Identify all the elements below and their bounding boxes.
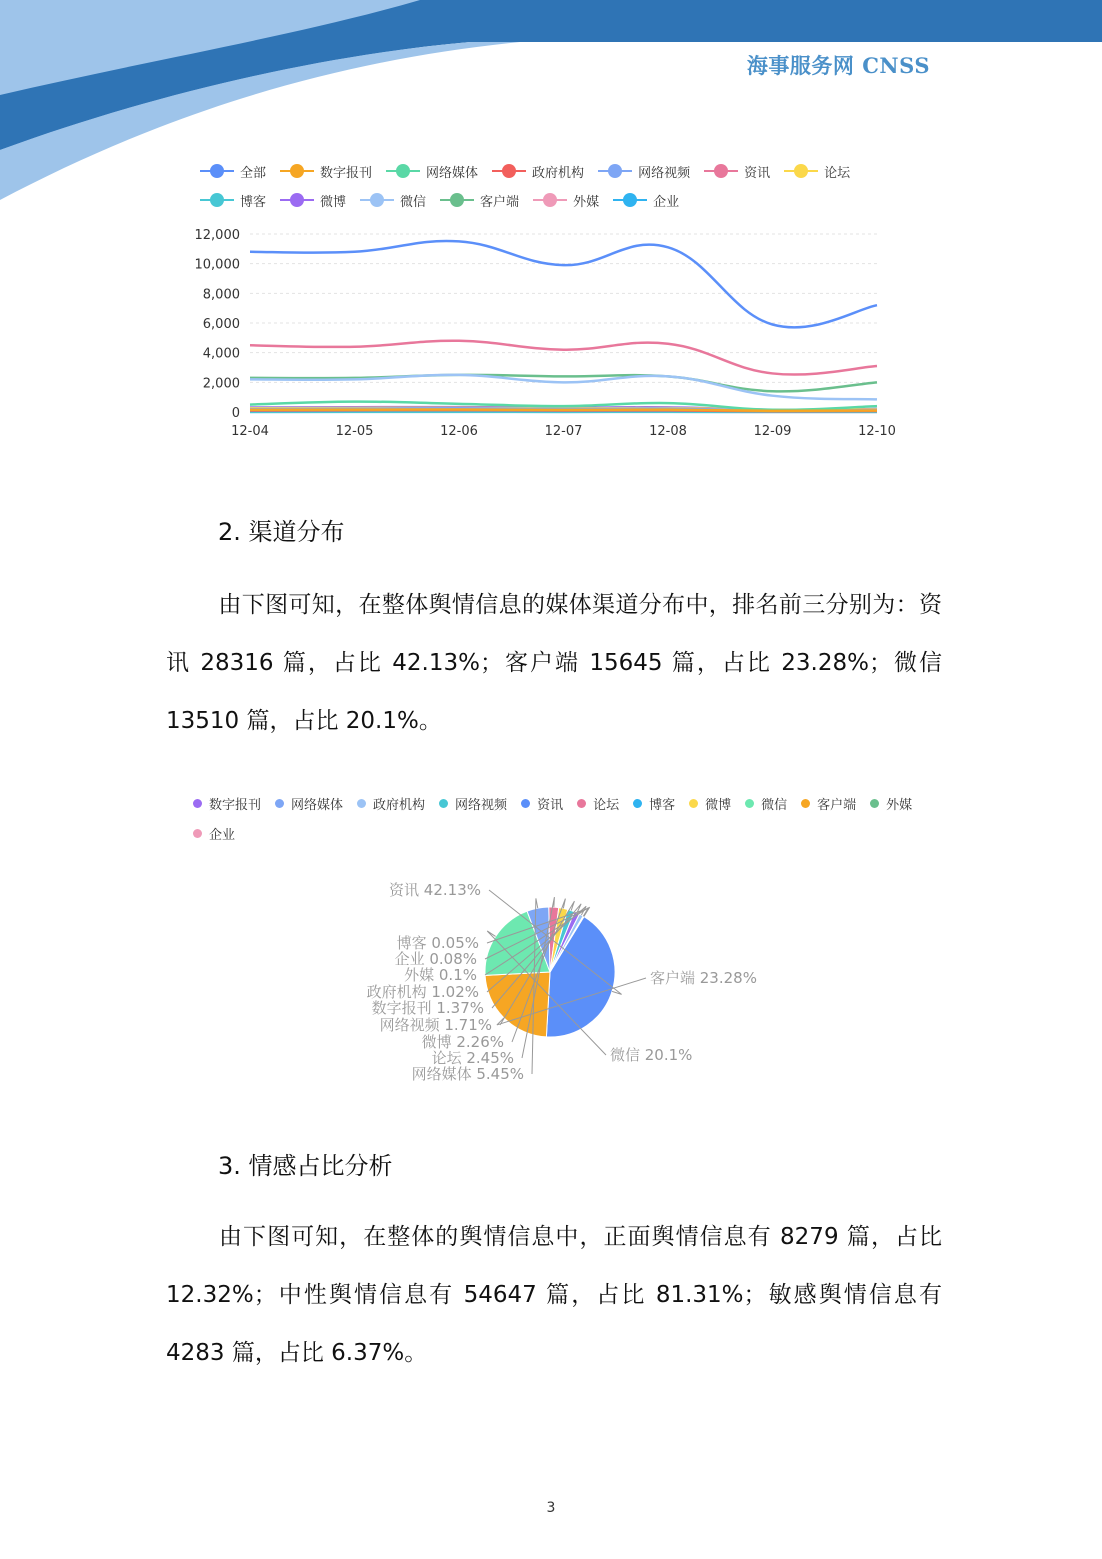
pie-legend-item[interactable] xyxy=(689,794,731,812)
legend-label: 微信 xyxy=(400,194,427,210)
legend-label: 网络视频 xyxy=(638,165,691,181)
y-tick-label: 4,000 xyxy=(202,346,240,362)
pie-slice-label: 客户端 23.28% xyxy=(650,969,757,987)
legend-label: 资讯 xyxy=(744,165,771,181)
pie-slice-label: 网络媒体 5.45% xyxy=(411,1065,524,1083)
y-tick-label: 10,000 xyxy=(194,257,240,273)
pie-slice-label: 数字报刊 1.37% xyxy=(371,999,484,1017)
paragraph-emotion-text: 由下图可知，在整体的舆情信息中，正面舆情信息有 8279 篇，占比 12.32%；中性舆情信息有 54647 篇，占比 81.31%；敏感舆情信息有 4283 篇，占比 6.37%。 xyxy=(166,1224,942,1366)
pie-slice-label: 论坛 2.45% xyxy=(431,1049,514,1067)
pie-legend-item[interactable] xyxy=(357,794,425,812)
legend-label: 企业 xyxy=(653,194,680,210)
y-tick-label: 12,000 xyxy=(194,228,240,243)
pie-legend-item[interactable] xyxy=(193,824,235,842)
pie-legend-item[interactable] xyxy=(633,794,675,812)
legend-label: 企业 xyxy=(209,827,236,843)
legend-dot-icon xyxy=(633,799,642,808)
legend-dot-icon xyxy=(439,799,448,808)
pie-legend-item[interactable] xyxy=(275,794,343,812)
section-title-channel: 2. 渠道分布 xyxy=(218,518,345,546)
pie-legend-item[interactable] xyxy=(439,794,507,812)
legend-label: 微信 xyxy=(761,797,788,813)
legend-label: 数字报刊 xyxy=(320,165,373,181)
y-tick-label: 2,000 xyxy=(202,376,240,392)
legend-label: 全部 xyxy=(240,165,267,181)
legend-label: 微博 xyxy=(320,194,347,210)
series-line xyxy=(250,409,877,410)
legend-dot-icon xyxy=(801,799,810,808)
legend-label: 博客 xyxy=(649,797,676,813)
legend-label: 政府机构 xyxy=(373,797,426,813)
legend-dot-icon xyxy=(357,799,366,808)
series-line xyxy=(250,341,877,375)
pie-slice-label: 资讯 42.13% xyxy=(389,881,481,899)
paragraph-channel xyxy=(166,576,942,750)
legend-label: 网络视频 xyxy=(455,797,508,813)
pie-legend-item[interactable] xyxy=(577,794,619,812)
y-tick-label: 6,000 xyxy=(202,317,240,332)
legend-label: 论坛 xyxy=(824,165,851,181)
pie-chart-legend xyxy=(193,794,933,842)
paragraph-channel-text: 由下图可知，在整体舆情信息的媒体渠道分布中，排名前三分别为：资讯 28316 篇，占比 42.13%；客户端 15645 篇，占比 23.28%；微信 13510 篇，占比 20.1%。 xyxy=(166,592,942,734)
pie-legend-item[interactable] xyxy=(193,794,261,812)
line-chart xyxy=(0,0,1102,460)
paragraph-emotion xyxy=(166,1208,942,1382)
page-number: 3 xyxy=(546,1500,556,1516)
brand-logo-text: 海事服务网 CNSS xyxy=(746,53,930,78)
legend-dot-icon xyxy=(577,799,586,808)
pie-slice-label: 企业 0.08% xyxy=(394,950,477,968)
legend-dot-icon xyxy=(275,799,284,808)
pie-slice-label: 政府机构 1.02% xyxy=(366,983,479,1001)
legend-dot-icon xyxy=(870,799,879,808)
legend-label: 网络媒体 xyxy=(291,797,344,813)
y-tick-label: 0 xyxy=(231,406,240,421)
x-tick-label: 12-10 xyxy=(858,424,896,439)
x-tick-label: 12-04 xyxy=(231,424,269,439)
series-line xyxy=(250,375,877,400)
y-tick-label: 8,000 xyxy=(202,287,240,303)
legend-label: 政府机构 xyxy=(532,165,585,181)
legend-dot-icon xyxy=(689,799,698,808)
x-tick-label: 12-07 xyxy=(544,424,583,439)
pie-slice-label: 博客 0.05% xyxy=(396,934,479,952)
x-tick-label: 12-06 xyxy=(440,424,478,439)
legend-label: 客户端 xyxy=(817,797,857,813)
legend-label: 客户端 xyxy=(480,194,520,210)
series-line xyxy=(250,241,877,327)
legend-label: 外媒 xyxy=(573,194,600,210)
legend-label: 论坛 xyxy=(593,797,620,813)
x-tick-label: 12-09 xyxy=(753,424,792,439)
pie-slice-label: 微博 2.26% xyxy=(421,1033,504,1051)
pie-slice-label: 外媒 0.1% xyxy=(404,966,477,984)
legend-dot-icon xyxy=(521,799,530,808)
section-title-emotion: 3. 情感占比分析 xyxy=(218,1152,393,1180)
pie-chart xyxy=(0,860,1102,1180)
legend-dot-icon xyxy=(193,829,202,838)
pie-legend-item[interactable] xyxy=(870,794,912,812)
legend-label: 数字报刊 xyxy=(209,797,262,813)
pie-legend-item[interactable] xyxy=(521,794,563,812)
legend-label: 资讯 xyxy=(537,797,564,813)
legend-label: 外媒 xyxy=(886,797,913,813)
pie-legend-item[interactable] xyxy=(745,794,787,812)
legend-label: 网络媒体 xyxy=(426,165,479,181)
legend-dot-icon xyxy=(745,799,754,808)
pie-slice-label: 微信 20.1% xyxy=(610,1046,693,1064)
x-tick-label: 12-05 xyxy=(335,424,374,439)
pie-legend-item[interactable] xyxy=(801,794,856,812)
x-tick-label: 12-08 xyxy=(649,424,687,439)
legend-label: 微博 xyxy=(705,797,732,813)
legend-label: 博客 xyxy=(240,194,267,210)
legend-dot-icon xyxy=(193,799,202,808)
pie-slice-label: 网络视频 1.71% xyxy=(379,1016,492,1034)
